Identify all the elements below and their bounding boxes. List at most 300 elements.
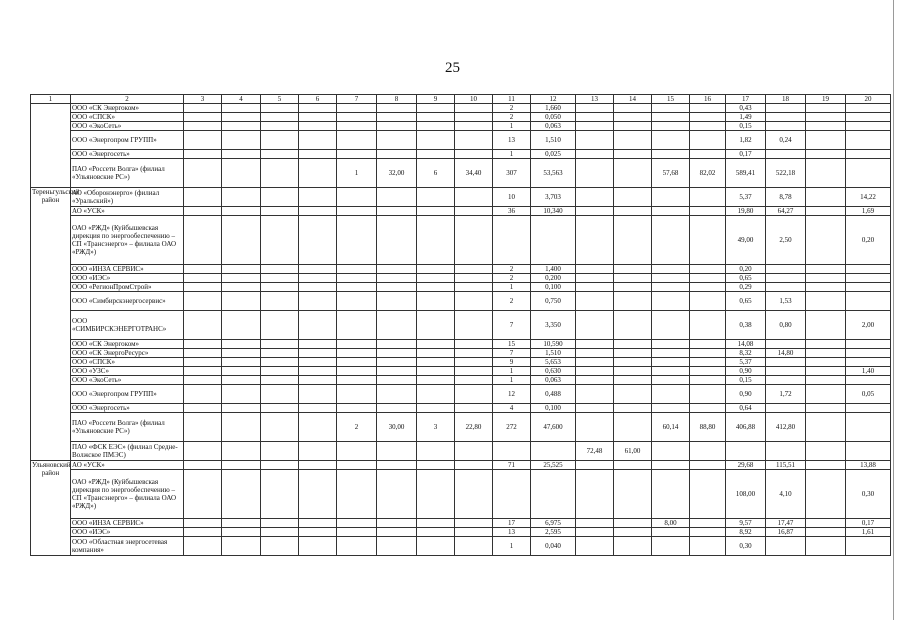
value-cell-col-18 <box>766 150 806 159</box>
value-cell-col-9 <box>417 283 455 292</box>
value-cell-col-19 <box>806 404 846 413</box>
value-cell-col-17: 0,64 <box>726 404 766 413</box>
value-cell-col-5 <box>261 150 299 159</box>
value-cell-col-13 <box>576 376 614 385</box>
value-cell-col-19 <box>806 131 846 150</box>
value-cell-col-8 <box>377 385 417 404</box>
organization-cell: ООО «РегионПромСтрой» <box>71 283 184 292</box>
table-row <box>31 131 891 150</box>
value-cell-col-8 <box>377 283 417 292</box>
organization-cell: ПАО «ФСК ЕЭС» (филиал Средне-Волжское ПМЭС) <box>71 442 184 461</box>
value-cell-col-4 <box>222 104 261 113</box>
value-cell-col-7 <box>337 311 377 340</box>
value-cell-col-16 <box>690 528 726 537</box>
value-cell-col-14 <box>614 104 652 113</box>
value-cell-col-20 <box>846 340 891 349</box>
value-cell-col-5 <box>261 442 299 461</box>
value-cell-col-12: 2,595 <box>531 528 576 537</box>
value-cell-col-9 <box>417 122 455 131</box>
value-cell-col-3 <box>184 104 222 113</box>
value-cell-col-13 <box>576 413 614 442</box>
organization-cell: ООО «Энергопром ГРУПП» <box>71 385 184 404</box>
value-cell-col-12: 3,703 <box>531 188 576 207</box>
value-cell-col-10 <box>455 358 493 367</box>
value-cell-col-6 <box>299 311 337 340</box>
value-cell-col-13 <box>576 358 614 367</box>
value-cell-col-9 <box>417 470 455 519</box>
value-cell-col-5 <box>261 207 299 216</box>
value-cell-col-13 <box>576 274 614 283</box>
value-cell-col-3 <box>184 413 222 442</box>
value-cell-col-12: 0,200 <box>531 274 576 283</box>
value-cell-col-20 <box>846 376 891 385</box>
table-row <box>31 104 891 113</box>
value-cell-col-8 <box>377 292 417 311</box>
value-cell-col-4 <box>222 311 261 340</box>
value-cell-col-15 <box>652 274 690 283</box>
value-cell-col-3 <box>184 113 222 122</box>
value-cell-col-12: 1,400 <box>531 265 576 274</box>
value-cell-col-18 <box>766 367 806 376</box>
value-cell-col-3 <box>184 470 222 519</box>
organization-cell: АО «УСК» <box>71 207 184 216</box>
value-cell-col-15 <box>652 537 690 556</box>
value-cell-col-9 <box>417 274 455 283</box>
value-cell-col-8 <box>377 113 417 122</box>
value-cell-col-17: 0,43 <box>726 104 766 113</box>
value-cell-col-19 <box>806 159 846 188</box>
organization-cell: ООО «Энергосеть» <box>71 404 184 413</box>
value-cell-col-12: 0,063 <box>531 376 576 385</box>
organization-cell: ПАО «Россети Волга» (филиал «Ульяновские РС») <box>71 413 184 442</box>
organization-cell: ОАО «РЖД» (Куйбышевская дирекция по энергообеспечению – СП «Трансэнерго» – филиала ОАО «РЖД») <box>71 216 184 265</box>
value-cell-col-10 <box>455 349 493 358</box>
table-row <box>31 367 891 376</box>
value-cell-col-5 <box>261 265 299 274</box>
value-cell-col-9 <box>417 131 455 150</box>
value-cell-col-10 <box>455 385 493 404</box>
value-cell-col-7 <box>337 150 377 159</box>
value-cell-col-6 <box>299 358 337 367</box>
table-row <box>31 528 891 537</box>
table-row <box>31 413 891 442</box>
value-cell-col-13 <box>576 104 614 113</box>
value-cell-col-5 <box>261 349 299 358</box>
value-cell-col-14 <box>614 528 652 537</box>
value-cell-col-10 <box>455 537 493 556</box>
column-header: 19 <box>806 95 846 104</box>
value-cell-col-4 <box>222 519 261 528</box>
organization-cell: ООО «СК ЭнергоРесурс» <box>71 349 184 358</box>
value-cell-col-10 <box>455 283 493 292</box>
column-header: 5 <box>261 95 299 104</box>
value-cell-col-17: 19,80 <box>726 207 766 216</box>
value-cell-col-11: 307 <box>493 159 531 188</box>
value-cell-col-18 <box>766 265 806 274</box>
value-cell-col-18: 4,10 <box>766 470 806 519</box>
value-cell-col-17: 29,68 <box>726 461 766 470</box>
value-cell-col-15 <box>652 122 690 131</box>
value-cell-col-8 <box>377 150 417 159</box>
value-cell-col-5 <box>261 470 299 519</box>
value-cell-col-19 <box>806 274 846 283</box>
value-cell-col-18: 522,18 <box>766 159 806 188</box>
value-cell-col-14 <box>614 274 652 283</box>
value-cell-col-15 <box>652 404 690 413</box>
value-cell-col-6 <box>299 376 337 385</box>
value-cell-col-18 <box>766 340 806 349</box>
value-cell-col-5 <box>261 216 299 265</box>
column-header: 15 <box>652 95 690 104</box>
column-header: 2 <box>71 95 184 104</box>
table-row <box>31 404 891 413</box>
value-cell-col-5 <box>261 404 299 413</box>
value-cell-col-18 <box>766 274 806 283</box>
organization-cell: ООО «Симбирскэнергосервис» <box>71 292 184 311</box>
value-cell-col-11: 1 <box>493 537 531 556</box>
value-cell-col-16 <box>690 349 726 358</box>
value-cell-col-4 <box>222 413 261 442</box>
value-cell-col-20 <box>846 537 891 556</box>
value-cell-col-11: 13 <box>493 131 531 150</box>
value-cell-col-8 <box>377 404 417 413</box>
value-cell-col-4 <box>222 358 261 367</box>
value-cell-col-13 <box>576 216 614 265</box>
value-cell-col-7 <box>337 349 377 358</box>
value-cell-col-19 <box>806 104 846 113</box>
value-cell-col-5 <box>261 340 299 349</box>
value-cell-col-11: 7 <box>493 349 531 358</box>
value-cell-col-10 <box>455 122 493 131</box>
value-cell-col-15 <box>652 349 690 358</box>
value-cell-col-13 <box>576 283 614 292</box>
value-cell-col-14 <box>614 113 652 122</box>
value-cell-col-10 <box>455 519 493 528</box>
value-cell-col-14 <box>614 292 652 311</box>
value-cell-col-12: 0,100 <box>531 283 576 292</box>
value-cell-col-3 <box>184 150 222 159</box>
value-cell-col-16 <box>690 376 726 385</box>
value-cell-col-16 <box>690 442 726 461</box>
value-cell-col-10 <box>455 461 493 470</box>
power-grid-table <box>30 94 891 556</box>
column-header: 9 <box>417 95 455 104</box>
value-cell-col-8 <box>377 376 417 385</box>
organization-cell: ООО «СПСК» <box>71 113 184 122</box>
value-cell-col-14: 61,00 <box>614 442 652 461</box>
organization-cell: ООО «СК Энергоком» <box>71 340 184 349</box>
value-cell-col-19 <box>806 216 846 265</box>
value-cell-col-10 <box>455 188 493 207</box>
value-cell-col-15 <box>652 216 690 265</box>
value-cell-col-6 <box>299 150 337 159</box>
column-header: 17 <box>726 95 766 104</box>
value-cell-col-12 <box>531 216 576 265</box>
value-cell-col-14 <box>614 311 652 340</box>
value-cell-col-4 <box>222 340 261 349</box>
value-cell-col-19 <box>806 340 846 349</box>
value-cell-col-18: 1,53 <box>766 292 806 311</box>
value-cell-col-9 <box>417 340 455 349</box>
value-cell-col-18: 64,27 <box>766 207 806 216</box>
value-cell-col-6 <box>299 207 337 216</box>
value-cell-col-14 <box>614 367 652 376</box>
value-cell-col-7: 2 <box>337 413 377 442</box>
value-cell-col-12: 0,040 <box>531 537 576 556</box>
value-cell-col-19 <box>806 311 846 340</box>
value-cell-col-8: 32,00 <box>377 159 417 188</box>
value-cell-col-8 <box>377 265 417 274</box>
value-cell-col-7 <box>337 358 377 367</box>
value-cell-col-9 <box>417 442 455 461</box>
value-cell-col-7 <box>337 265 377 274</box>
value-cell-col-16 <box>690 216 726 265</box>
value-cell-col-20: 1,69 <box>846 207 891 216</box>
value-cell-col-10: 22,80 <box>455 413 493 442</box>
value-cell-col-5 <box>261 122 299 131</box>
value-cell-col-15 <box>652 207 690 216</box>
value-cell-col-3 <box>184 537 222 556</box>
value-cell-col-17: 108,00 <box>726 470 766 519</box>
value-cell-col-12: 25,525 <box>531 461 576 470</box>
value-cell-col-7 <box>337 376 377 385</box>
value-cell-col-16 <box>690 519 726 528</box>
value-cell-col-12: 0,100 <box>531 404 576 413</box>
value-cell-col-14 <box>614 519 652 528</box>
column-header: 14 <box>614 95 652 104</box>
value-cell-col-17: 49,00 <box>726 216 766 265</box>
value-cell-col-16 <box>690 274 726 283</box>
value-cell-col-15 <box>652 461 690 470</box>
table-row <box>31 358 891 367</box>
organization-cell: ООО «ИЭС» <box>71 528 184 537</box>
value-cell-col-15 <box>652 385 690 404</box>
value-cell-col-9: 6 <box>417 159 455 188</box>
value-cell-col-3 <box>184 385 222 404</box>
value-cell-col-20 <box>846 442 891 461</box>
district-cell: Тереньгульский район <box>31 188 71 461</box>
value-cell-col-19 <box>806 470 846 519</box>
value-cell-col-14 <box>614 537 652 556</box>
value-cell-col-3 <box>184 122 222 131</box>
value-cell-col-9 <box>417 207 455 216</box>
value-cell-col-6 <box>299 216 337 265</box>
value-cell-col-9 <box>417 385 455 404</box>
value-cell-col-18: 16,87 <box>766 528 806 537</box>
value-cell-col-16 <box>690 385 726 404</box>
value-cell-col-13 <box>576 122 614 131</box>
value-cell-col-15 <box>652 265 690 274</box>
value-cell-col-11: 13 <box>493 528 531 537</box>
value-cell-col-7 <box>337 122 377 131</box>
value-cell-col-18: 2,50 <box>766 216 806 265</box>
value-cell-col-20: 14,22 <box>846 188 891 207</box>
district-cell <box>31 104 71 188</box>
value-cell-col-12 <box>531 442 576 461</box>
value-cell-col-12: 5,653 <box>531 358 576 367</box>
value-cell-col-12: 0,630 <box>531 367 576 376</box>
value-cell-col-12 <box>531 470 576 519</box>
value-cell-col-15 <box>652 283 690 292</box>
value-cell-col-16 <box>690 367 726 376</box>
organization-cell: АО «УСК» <box>71 461 184 470</box>
value-cell-col-11 <box>493 216 531 265</box>
value-cell-col-8 <box>377 442 417 461</box>
value-cell-col-11: 4 <box>493 404 531 413</box>
value-cell-col-9 <box>417 537 455 556</box>
value-cell-col-19 <box>806 349 846 358</box>
value-cell-col-11: 71 <box>493 461 531 470</box>
value-cell-col-11: 272 <box>493 413 531 442</box>
value-cell-col-18: 8,78 <box>766 188 806 207</box>
value-cell-col-5 <box>261 292 299 311</box>
column-header: 18 <box>766 95 806 104</box>
value-cell-col-7 <box>337 537 377 556</box>
value-cell-col-13 <box>576 470 614 519</box>
value-cell-col-16 <box>690 404 726 413</box>
value-cell-col-16: 82,02 <box>690 159 726 188</box>
value-cell-col-5 <box>261 519 299 528</box>
value-cell-col-20 <box>846 150 891 159</box>
value-cell-col-11: 15 <box>493 340 531 349</box>
value-cell-col-7 <box>337 470 377 519</box>
value-cell-col-19 <box>806 265 846 274</box>
column-header: 3 <box>184 95 222 104</box>
value-cell-col-14 <box>614 188 652 207</box>
value-cell-col-16 <box>690 113 726 122</box>
value-cell-col-18 <box>766 376 806 385</box>
value-cell-col-15: 60,14 <box>652 413 690 442</box>
value-cell-col-3 <box>184 367 222 376</box>
value-cell-col-3 <box>184 404 222 413</box>
value-cell-col-8 <box>377 274 417 283</box>
value-cell-col-4 <box>222 150 261 159</box>
value-cell-col-7 <box>337 113 377 122</box>
value-cell-col-16 <box>690 150 726 159</box>
value-cell-col-20 <box>846 159 891 188</box>
value-cell-col-10 <box>455 274 493 283</box>
table-row <box>31 274 891 283</box>
value-cell-col-20 <box>846 349 891 358</box>
value-cell-col-16 <box>690 537 726 556</box>
value-cell-col-8 <box>377 340 417 349</box>
value-cell-col-6 <box>299 274 337 283</box>
value-cell-col-18: 115,51 <box>766 461 806 470</box>
value-cell-col-6 <box>299 104 337 113</box>
value-cell-col-9 <box>417 404 455 413</box>
value-cell-col-16 <box>690 340 726 349</box>
value-cell-col-15 <box>652 470 690 519</box>
value-cell-col-9 <box>417 367 455 376</box>
value-cell-col-9 <box>417 528 455 537</box>
value-cell-col-14 <box>614 404 652 413</box>
value-cell-col-20 <box>846 404 891 413</box>
value-cell-col-15 <box>652 367 690 376</box>
value-cell-col-10 <box>455 311 493 340</box>
value-cell-col-6 <box>299 283 337 292</box>
value-cell-col-3 <box>184 216 222 265</box>
value-cell-col-10 <box>455 113 493 122</box>
value-cell-col-3 <box>184 274 222 283</box>
page-edge-line <box>893 0 894 620</box>
table-row <box>31 159 891 188</box>
value-cell-col-19 <box>806 519 846 528</box>
value-cell-col-11: 2 <box>493 274 531 283</box>
value-cell-col-7 <box>337 461 377 470</box>
value-cell-col-9 <box>417 349 455 358</box>
table-row <box>31 340 891 349</box>
value-cell-col-20 <box>846 122 891 131</box>
value-cell-col-7 <box>337 131 377 150</box>
value-cell-col-16 <box>690 358 726 367</box>
value-cell-col-14 <box>614 265 652 274</box>
column-header: 12 <box>531 95 576 104</box>
value-cell-col-18 <box>766 404 806 413</box>
organization-cell: ООО «ИНЗА СЕРВИС» <box>71 519 184 528</box>
organization-cell: ООО «Энергосеть» <box>71 150 184 159</box>
value-cell-col-20 <box>846 113 891 122</box>
value-cell-col-14 <box>614 159 652 188</box>
value-cell-col-12: 53,563 <box>531 159 576 188</box>
organization-cell: ООО «Энергопром ГРУПП» <box>71 131 184 150</box>
value-cell-col-13 <box>576 340 614 349</box>
value-cell-col-5 <box>261 159 299 188</box>
value-cell-col-16 <box>690 207 726 216</box>
value-cell-col-4 <box>222 528 261 537</box>
value-cell-col-3 <box>184 283 222 292</box>
value-cell-col-20: 0,30 <box>846 470 891 519</box>
value-cell-col-4 <box>222 376 261 385</box>
value-cell-col-14 <box>614 216 652 265</box>
value-cell-col-12: 0,488 <box>531 385 576 404</box>
value-cell-col-5 <box>261 311 299 340</box>
value-cell-col-7 <box>337 188 377 207</box>
value-cell-col-3 <box>184 207 222 216</box>
value-cell-col-9 <box>417 376 455 385</box>
value-cell-col-9 <box>417 519 455 528</box>
column-header: 16 <box>690 95 726 104</box>
value-cell-col-5 <box>261 188 299 207</box>
value-cell-col-18: 14,80 <box>766 349 806 358</box>
value-cell-col-10: 34,40 <box>455 159 493 188</box>
value-cell-col-5 <box>261 461 299 470</box>
value-cell-col-12: 3,350 <box>531 311 576 340</box>
value-cell-col-13 <box>576 292 614 311</box>
value-cell-col-3 <box>184 340 222 349</box>
value-cell-col-8 <box>377 207 417 216</box>
value-cell-col-15 <box>652 150 690 159</box>
value-cell-col-4 <box>222 442 261 461</box>
table-row <box>31 150 891 159</box>
value-cell-col-11: 2 <box>493 113 531 122</box>
value-cell-col-13 <box>576 367 614 376</box>
value-cell-col-6 <box>299 131 337 150</box>
value-cell-col-3 <box>184 376 222 385</box>
value-cell-col-11: 36 <box>493 207 531 216</box>
value-cell-col-11: 1 <box>493 150 531 159</box>
value-cell-col-17: 8,92 <box>726 528 766 537</box>
value-cell-col-12: 0,750 <box>531 292 576 311</box>
value-cell-col-9 <box>417 292 455 311</box>
value-cell-col-18 <box>766 358 806 367</box>
value-cell-col-7 <box>337 367 377 376</box>
value-cell-col-10 <box>455 404 493 413</box>
value-cell-col-19 <box>806 292 846 311</box>
organization-cell: ООО «ИНЗА СЕРВИС» <box>71 265 184 274</box>
value-cell-col-13 <box>576 311 614 340</box>
value-cell-col-15 <box>652 131 690 150</box>
value-cell-col-18 <box>766 537 806 556</box>
